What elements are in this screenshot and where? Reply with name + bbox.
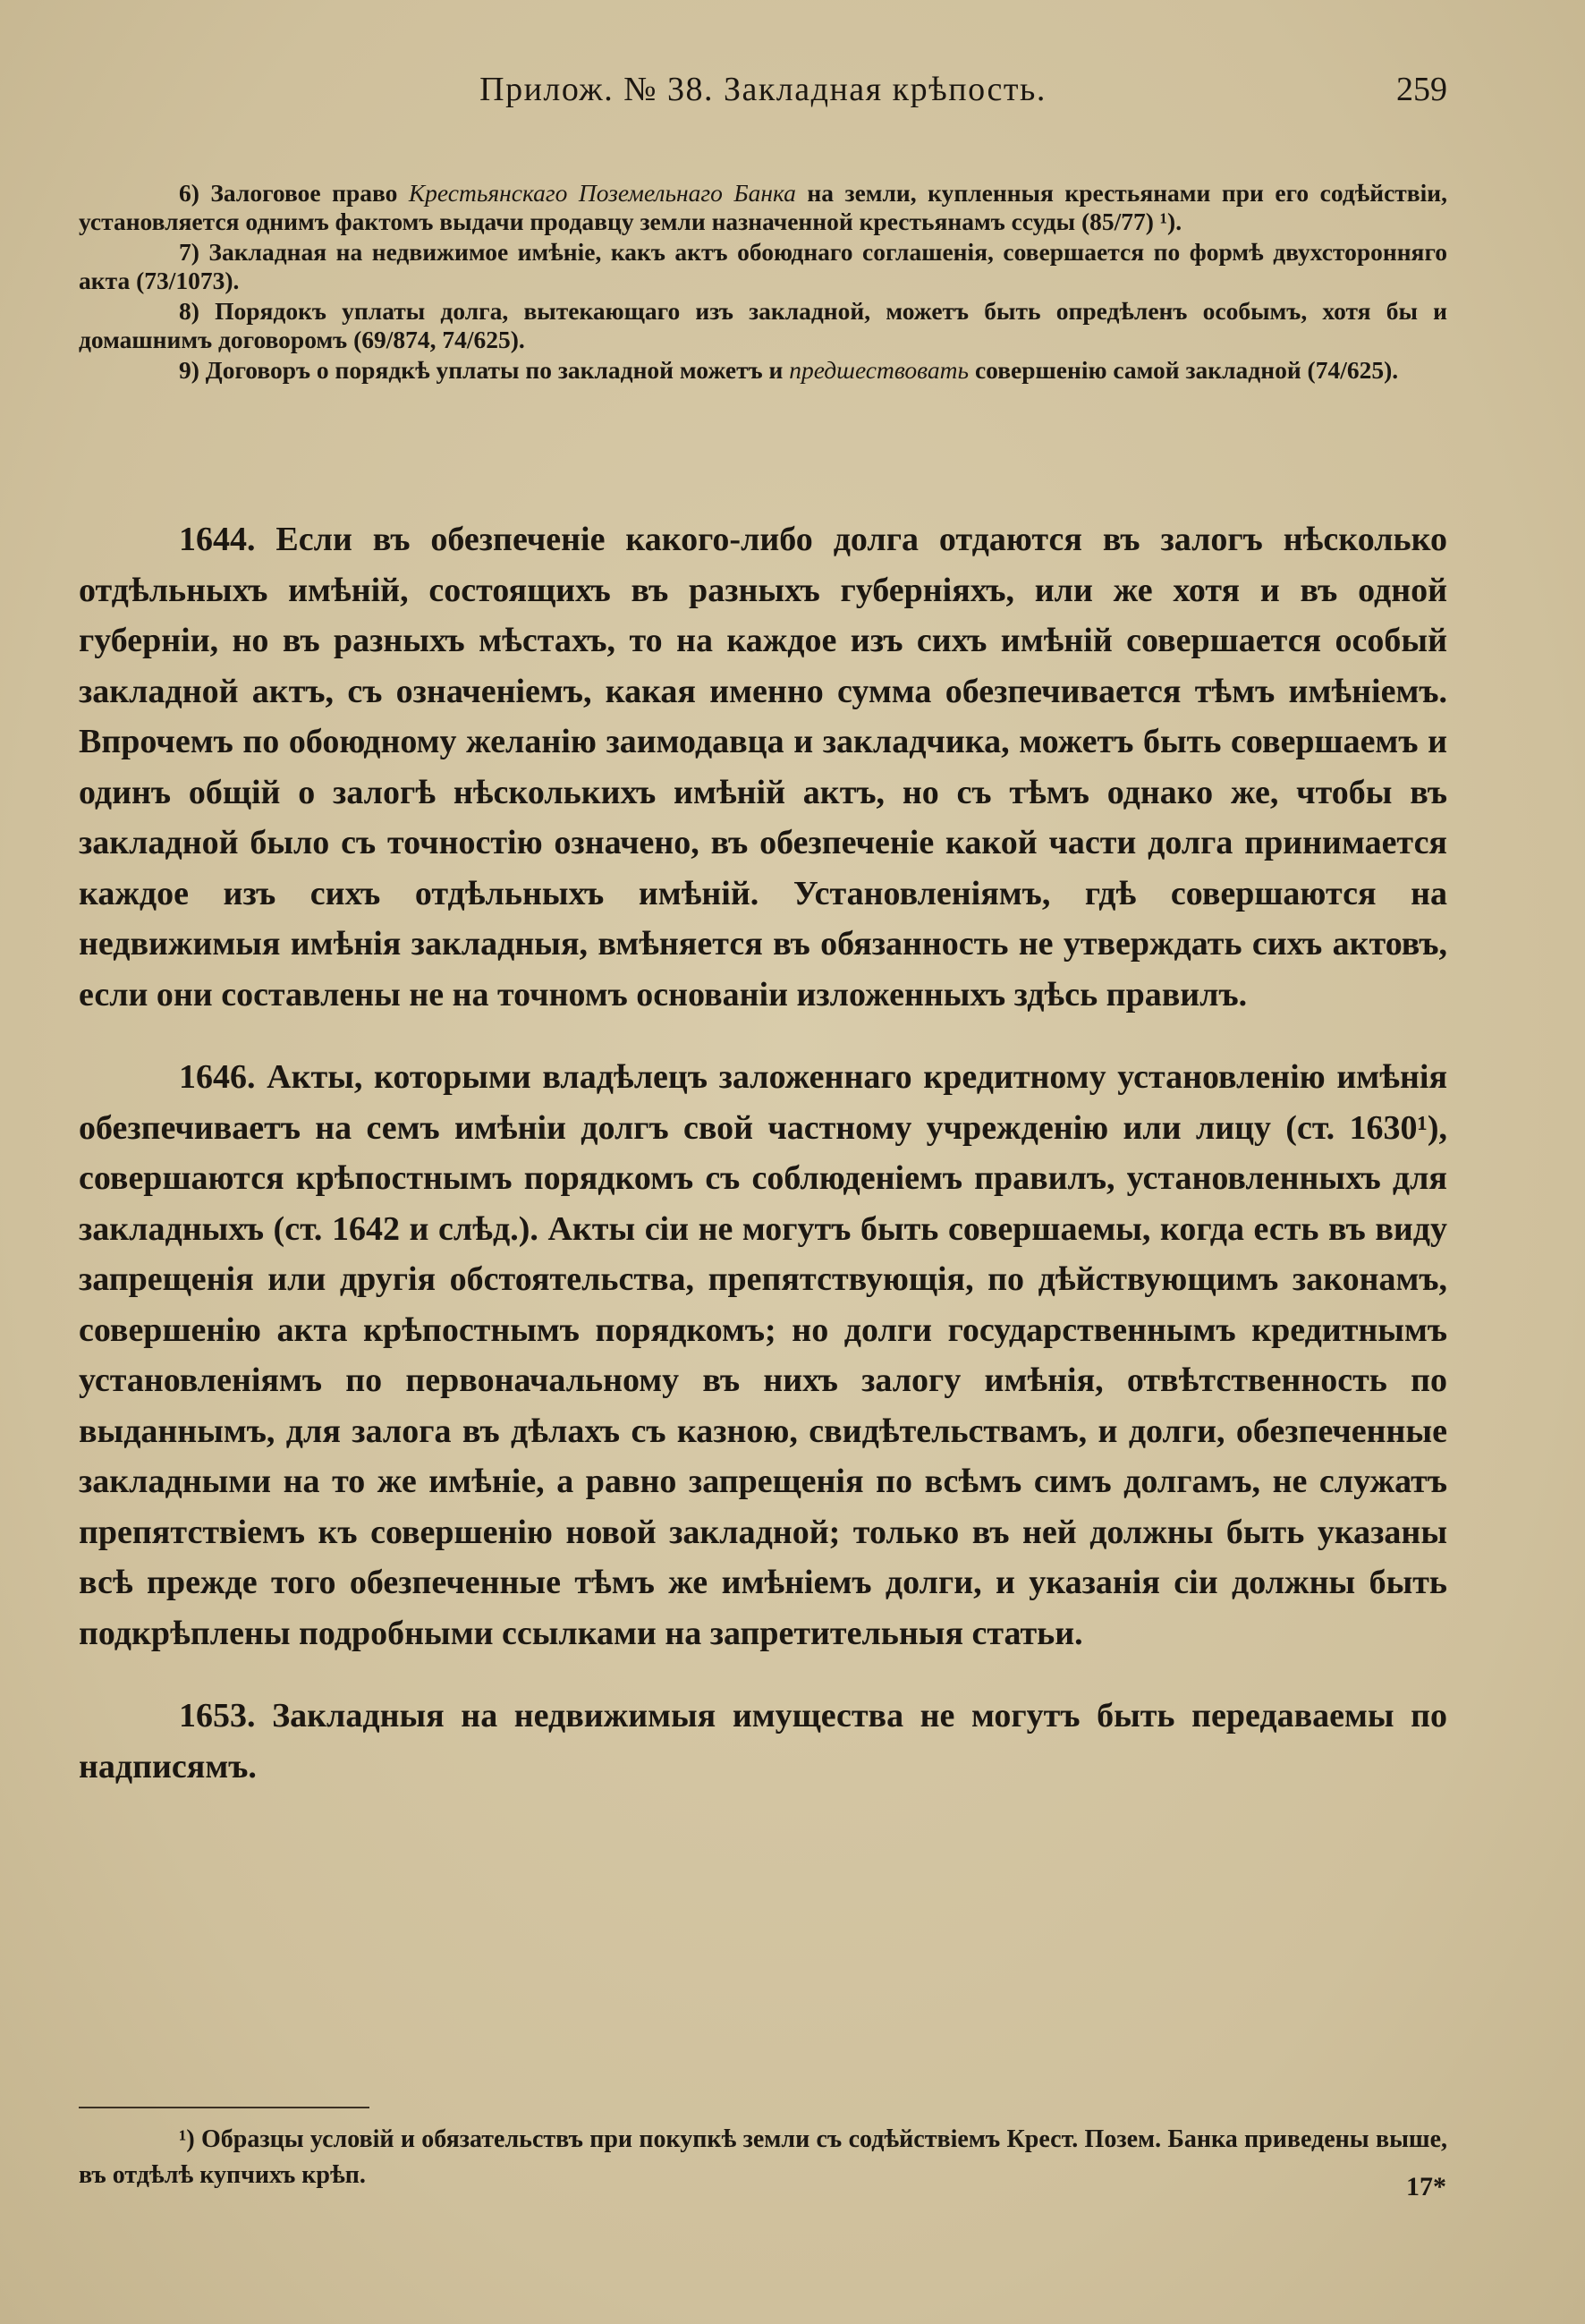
article-paragraph (79, 1691, 1447, 1792)
article-number: 1644. (179, 521, 256, 558)
note-text: 6) Залоговое право (179, 179, 409, 207)
article-paragraph (79, 514, 1447, 1020)
article-text: Акты, которыми владѣлецъ заложеннаго кредитному установленію имѣнія обезпечиваетъ на семъ имѣніи долгъ свой частному учрежденію или лицу (ст. 1630¹), совершаются крѣпостнымъ порядкомъ съ соблюденіемъ правилъ, установленныхъ для закладныхъ (ст. 1642 и слѣд.). Акты сіи не могутъ быть совершаемы, когда есть въ виду запрещенія или другія обстоятельства, препятствующія, по дѣйствующимъ законамъ, совершенію акта крѣпостнымъ порядкомъ; но долги государственнымъ кредитнымъ установленіямъ по первоначальному въ нихъ залогу имѣнія, отвѣтственность по выданнымъ, для залога въ дѣлахъ съ казною, свидѣтельствамъ, и долги, обезпеченные закладными на то же имѣніе, а равно запрещенія по всѣмъ симъ долгамъ, не служатъ препятствіемъ къ совершенію новой закладной; только въ ней должны быть указаны всѣ прежде того обезпеченные тѣмъ же имѣніемъ долги, и указанія сіи должны быть подкрѣплены подробными ссылками на запретительныя статьи. (79, 1058, 1447, 1652)
article-paragraph (79, 1052, 1447, 1658)
running-head: Прилож. № 38. Закладная крѣпость. (479, 71, 1047, 108)
note-text: на земли, купленныя крестьянами при его содѣйствіи, установляется однимъ фактомъ выдачи продавцу земли назначенной крестьянамъ ссуды (85/77) ¹). (79, 179, 1447, 235)
footnote: ¹) Образцы условій и обязательствъ при покупкѣ земли съ содѣйствіемъ Крест. Позем. Банка приведены выше, въ отдѣлѣ купчихъ крѣп. (79, 2125, 1447, 2189)
note-item (79, 179, 1447, 236)
note-text: 7) Закладная на недвижимое имѣніе, какъ актъ обоюднаго соглашенія, совершается по формѣ двухсторонняго акта (73/1073). (79, 238, 1447, 294)
note-text: совершенію самой закладной (74/625). (969, 356, 1399, 384)
note-item (79, 238, 1447, 295)
page-header (79, 70, 1447, 115)
page-number: 259 (1396, 71, 1447, 108)
article-number: 1653. (179, 1697, 256, 1735)
note-italic: предшествовать (789, 356, 970, 384)
article-text: Если въ обезпеченіе какого-либо долга отдаются въ залогъ нѣсколько отдѣльныхъ имѣній, состоящихъ въ разныхъ губерніяхъ, или же хотя и въ одной губерніи, но въ разныхъ мѣстахъ, то на каждое изъ сихъ имѣній совершается особый закладной актъ, съ означеніемъ, какая именно сумма обезпечивается тѣмъ имѣніемъ. Впрочемъ по обоюдному желанію заимодавца и закладчика, можетъ быть совершаемъ и одинъ общій о залогѣ нѣсколькихъ имѣній актъ, но съ тѣмъ однако же, чтобы въ закладной было съ точностію означено, въ обезпеченіе какой части долга принимается каждое изъ сихъ отдѣльныхъ имѣній. Установленіямъ, гдѣ совершаются на недвижимыя имѣнія закладныя, вмѣняется въ обязанность не утверждать сихъ актовъ, если они составлены не на точномъ основаніи изложенныхъ здѣсь правилъ. (79, 521, 1447, 1014)
note-text: 8) Порядокъ уплаты долга, вытекающаго изъ закладной, можетъ быть опредѣленъ особымъ, хотя бы и домашнимъ договоромъ (69/874, 74/625). (79, 297, 1447, 353)
article-text: Закладныя на недвижимыя имущества не могутъ быть передаваемы по надписямъ. (79, 1697, 1447, 1785)
footnote-divider (79, 2107, 369, 2108)
note-item (79, 356, 1447, 385)
note-text: 9) Договоръ о порядкѣ уплаты по закладной можетъ и (179, 356, 790, 384)
note-item (79, 297, 1447, 354)
signature-mark: 17* (1406, 2172, 1446, 2201)
annotations-block (79, 179, 1447, 386)
article-number: 1646. (179, 1058, 256, 1096)
main-text (79, 514, 1447, 1824)
note-italic: Крестьянскаго Поземельнаго Банка (408, 179, 796, 207)
